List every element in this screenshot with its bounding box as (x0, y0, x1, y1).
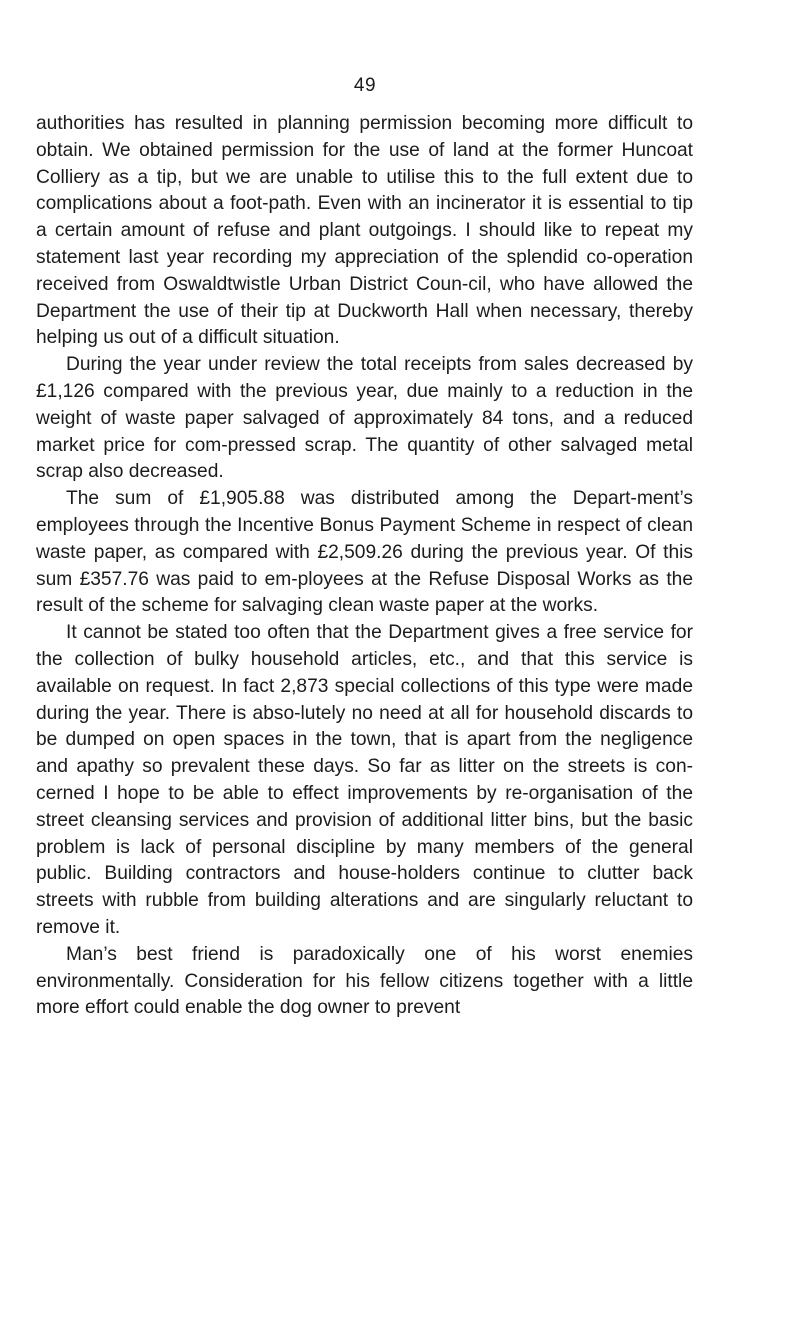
document-body (36, 111, 693, 1022)
paragraph-dog-owners: Man’s best friend is paradoxically one of his worst enemies environmentally. Consideration for his fellow citizens together with a little more effort could enable the dog owner to prevent (36, 943, 693, 1019)
page-number: 49 (353, 75, 377, 96)
paragraph-sales-receipts: During the year under review the total receipts from sales decreased by £1,126 compared with the previous year, due mainly to a reduction in the weight of waste paper salvaged of approximately 84 tons, and a reduced market price for com-pressed scrap. The quantity of other salvaged metal scrap also decreased. (36, 354, 693, 483)
paragraph-tipping-permission: authorities has resulted in planning permission becoming more difficult to obtain. We obtained permission for the use of land at the former Huncoat Colliery as a tip, but we are unable to utilise this to the full extent due to complications about a foot-path. Even with an incinerator it is essential to tip a certain amount of refuse and plant outgoings. I should like to repeat my statement last year recording my appreciation of the splendid co-operation received from Oswaldtwistle Urban District Coun-cil, who have allowed the Department the use of their tip at Duckworth Hall when necessary, thereby helping us out of a difficult situation. (36, 113, 693, 349)
paragraph-bulky-collections: It cannot be stated too often that the Department gives a free service for the collection of bulky household articles, etc., and that this service is available on request. In fact 2,873 special collections of this type were made during the year. There is abso-lutely no need at all for household discards to be dumped on open spaces in the town, that is apart from the negligence and apathy so prevalent these days. So far as litter on the streets is con-cerned I hope to be able to effect improvements by re-organisation of the street cleansing services and provision of additional litter bins, but the basic problem is lack of personal discipline by many members of the general public. Building contractors and house-holders continue to clutter back streets with rubble from building alterations and are singularly reluctant to remove it. (36, 622, 693, 938)
paragraph-incentive-bonus: The sum of £1,905.88 was distributed among the Depart-ment’s employees through the Incentive Bonus Payment Scheme in respect of clean waste paper, as compared with £2,509.26 during the previous year. Of this sum £357.76 was paid to em-ployees at the Refuse Disposal Works as the result of the scheme for salvaging clean waste paper at the works. (36, 488, 693, 617)
